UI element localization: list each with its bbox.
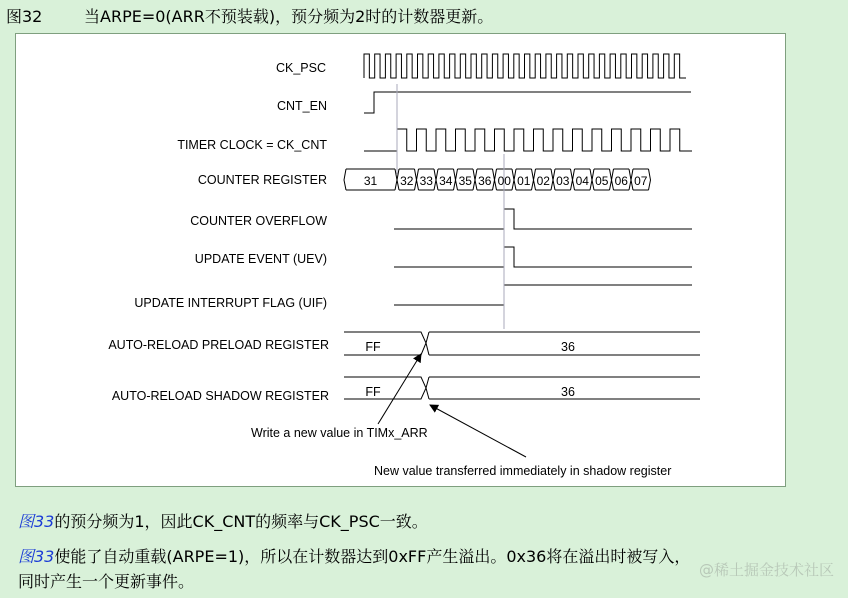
counter-values — [364, 174, 648, 188]
counter-value: 34 — [439, 174, 453, 188]
label-counter-register: COUNTER REGISTER — [197, 173, 327, 187]
timing-diagram-panel — [15, 33, 786, 487]
paragraph-2-text: 使能了自动重载(ARPE=1)，所以在计数器达到0xFF产生溢出。0x36将在溢出时被写入， — [54, 547, 691, 566]
figure-title: 当ARPE=0(ARR不预装载)，预分频为2时的计数器更新。 — [84, 7, 494, 26]
counter-value: 36 — [478, 174, 492, 188]
label-arr-preload: AUTO-RELOAD PRELOAD REGISTER — [108, 338, 329, 352]
paragraph-2 — [18, 544, 690, 567]
counter-value: 00 — [497, 174, 511, 188]
counter-value: 06 — [614, 174, 628, 188]
counter-value: 35 — [458, 174, 472, 188]
write-arrow — [378, 354, 421, 424]
figure-ref-link[interactable]: 图33 — [18, 512, 55, 531]
counter-value: 32 — [400, 174, 414, 188]
counter-value: 01 — [517, 174, 531, 188]
counter-value: 04 — [575, 174, 589, 188]
counter-value: 33 — [419, 174, 433, 188]
annotation-write-arr: Write a new value in TIMx_ARR — [251, 426, 428, 440]
timing-diagram — [16, 34, 785, 486]
figure-ref-link[interactable]: 图33 — [18, 547, 55, 566]
cnt-en-waveform — [364, 92, 691, 113]
watermark: @稀土掘金技术社区 — [698, 561, 834, 579]
label-cnt-en: CNT_EN — [276, 99, 327, 113]
shadow-new-value: 36 — [561, 385, 575, 399]
preload-new-value: 36 — [561, 340, 575, 354]
ck-psc-waveform — [364, 54, 686, 78]
update-event-waveform — [394, 247, 692, 267]
annotation-transferred: New value transferred immediately in shadow register — [374, 464, 672, 478]
uif-waveform — [394, 285, 692, 305]
shadow-old-value: FF — [365, 385, 381, 399]
figure-number: 图32 — [6, 7, 43, 26]
counter-value: 03 — [556, 174, 570, 188]
paragraph-2-continued: 同时产生一个更新事件。 — [18, 572, 195, 591]
paragraph-1-text: 的预分频为1，因此CK_CNT的频率与CK_PSC一致。 — [54, 512, 428, 531]
counter-value: 05 — [595, 174, 609, 188]
label-ck-psc: CK_PSC — [275, 61, 326, 75]
label-uif: UPDATE INTERRUPT FLAG (UIF) — [134, 296, 327, 310]
label-counter-overflow: COUNTER OVERFLOW — [190, 214, 327, 228]
preload-old-value: FF — [365, 340, 381, 354]
counter-value: 07 — [634, 174, 648, 188]
transfer-arrow — [430, 405, 526, 457]
label-timer-clock: TIMER CLOCK = CK_CNT — [177, 138, 327, 152]
timer-clock-waveform — [364, 129, 692, 151]
counter-value: 31 — [363, 174, 378, 188]
paragraph-1 — [18, 509, 428, 532]
counter-value: 02 — [536, 174, 550, 188]
counter-overflow-waveform — [394, 209, 692, 229]
arr-preload-bus — [344, 332, 700, 355]
arr-shadow-bus — [344, 377, 700, 399]
label-update-event: UPDATE EVENT (UEV) — [194, 252, 327, 266]
label-arr-shadow: AUTO-RELOAD SHADOW REGISTER — [111, 389, 329, 403]
figure-caption — [6, 4, 493, 27]
